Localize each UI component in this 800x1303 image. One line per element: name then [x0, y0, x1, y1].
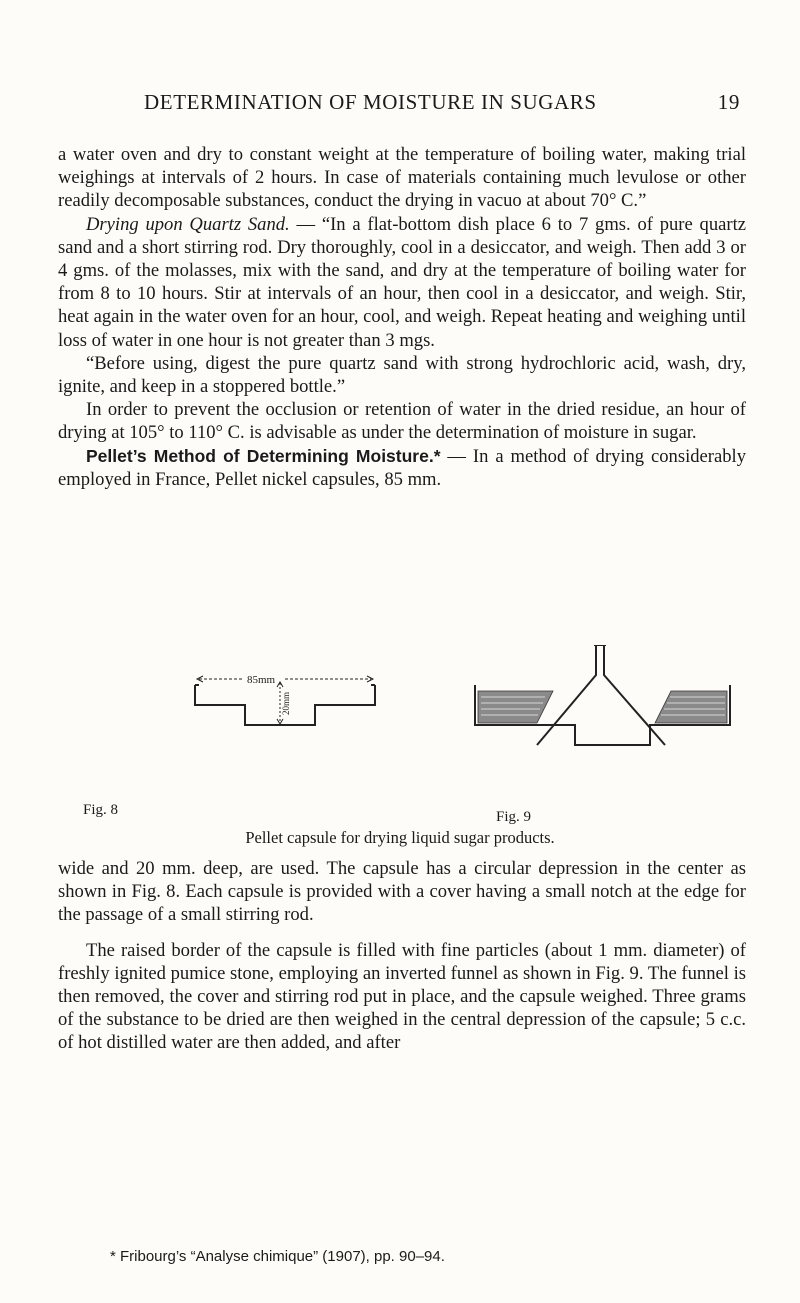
paragraph-raised-border: The raised border of the capsule is filled with fine particles (about 1 mm. diameter) of freshly ignited pumice stone, employing an inverted funnel as shown in Fig. 9. The funnel is then removed, the cover and stirring rod put in place, and the capsule weighed. Three grams of the substance to be dried are then weighed in the central depression of the capsule; 5 c.c. of hot distilled water are then added, and after — [58, 939, 746, 1054]
body-text-bottom — [58, 857, 746, 1055]
paragraph-quartz-sand-text: — “In a flat-bottom dish place 6 to 7 gms. of pure quartz sand and a short stirring rod. Dry thoroughly, cool in a desiccator, and weigh. Then add 3 or 4 gms. of the molasses, mix with the sand, and dry at the temperature of boiling water for from 8 to 10 hours. Stir at intervals of an hour, then cool in a desiccator, and weigh. Stir, heat again in the water oven for an hour, cool, and weigh. Repeat heating and weighing until loss of water in one hour is not greater than 3 mgs. — [58, 213, 746, 351]
running-title: DETERMINATION OF MOISTURE IN SUGARS — [144, 90, 597, 114]
footnote: * Fribourg’s “Analyse chimique” (1907), pp. 90–94. — [110, 1248, 445, 1265]
fig8-label: Fig. 8 — [83, 802, 119, 818]
paragraph-pellet-method — [58, 445, 746, 491]
fig8-width-label: 85mm — [247, 674, 276, 686]
page-number: 19 — [717, 90, 740, 114]
figures-8-9 — [185, 645, 745, 795]
fig8-depth-label: 20mm — [281, 691, 291, 715]
paragraph-capsule-dimensions: wide and 20 mm. deep, are used. The capsule has a circular depression in the center as shown in Fig. 8. Each capsule is provided with a cover having a small notch at the edge for the passage of a small stirring rod. — [58, 858, 746, 926]
fig9-inverted-funnel — [537, 645, 665, 745]
paragraph-occlusion: In order to prevent the occlusion or retention of water in the dried residue, an hour of drying at 105° to 110° C. is advisable as under the determination of moisture in sugar. — [58, 399, 746, 444]
fig9-pumice-fill — [478, 691, 727, 723]
body-text-top — [58, 143, 746, 491]
pellet-capsule-drawings — [185, 645, 745, 795]
run-in-heading-quartz-sand: Drying upon Quartz Sand. — [86, 213, 290, 235]
fig9-label: Fig. 9 — [496, 809, 532, 825]
paragraph-before-using: “Before using, digest the pure quartz sand with strong hydrochloric acid, wash, dry, ignite, and keep in a stoppered bottle.” — [58, 352, 746, 398]
figure-caption: Pellet capsule for drying liquid sugar products. — [245, 828, 555, 847]
run-in-heading-pellet: Pellet’s Method of Determining Moisture.* — [86, 445, 441, 466]
paragraph-continued: a water oven and dry to constant weight at the temperature of boiling water, making trial weighings at intervals of 2 hours. In case of materials containing much levulose or other readily decomposable substances, conduct the drying in vacuo at about 70° C.” — [58, 144, 746, 212]
paragraph-quartz-sand — [58, 213, 746, 352]
fig8-width-dimension — [197, 676, 373, 682]
paragraph-pellet-text: — In a method of drying considerably employed in France, Pellet nickel capsules, 85 mm. — [58, 445, 747, 490]
